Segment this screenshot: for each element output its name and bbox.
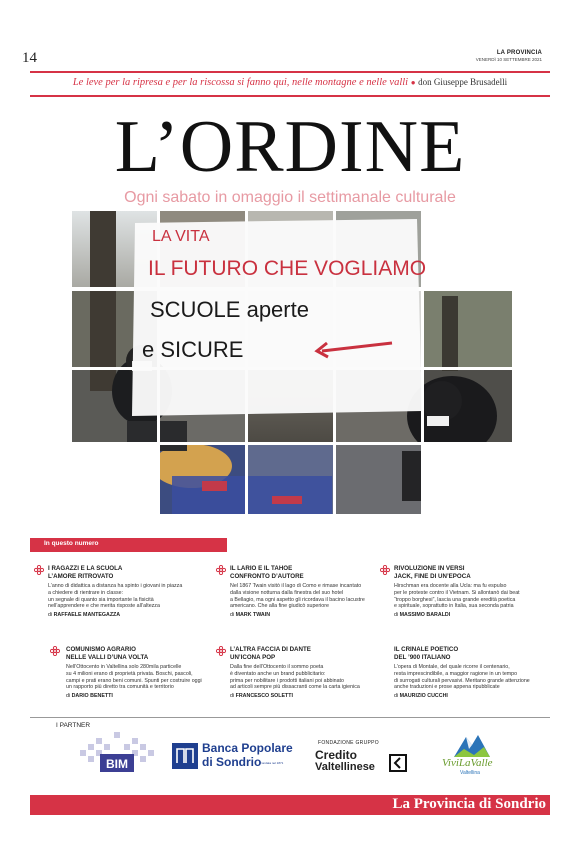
article-title-1: IL CRINALE POETICO [394, 646, 459, 653]
quote-rule [30, 95, 550, 97]
banner-line-2: IL FUTURO CHE VOGLIAMO [148, 257, 427, 280]
publication-name: LA PROVINCIA [496, 50, 542, 56]
article-author [230, 693, 380, 699]
body-line: prima per nobilitare i prodotti italiani poi abbinato [230, 677, 344, 684]
quote-text: Le leve per la ripresa e per la riscossa si fanno qui, nelle montagne e nelle valli [72, 77, 409, 88]
bps-line2: di Sondrio [202, 755, 262, 769]
article-body [48, 583, 198, 610]
author-name: FRANCESCO SOLETTI [235, 693, 293, 700]
body-line: L’opera di Montale, del quale ricorre il centenario, [394, 664, 510, 670]
article-author [48, 612, 198, 618]
article-author [394, 612, 544, 618]
bps-small: Fondata nel 1871 [260, 761, 284, 765]
partner-logo-bim[interactable] [78, 732, 156, 778]
article-title-1: I RAGAZZI E LA SCUOLA [48, 565, 123, 572]
article-body [394, 583, 544, 610]
body-line: su 4 milioni erano di proprietà privata. Boschi, pascoli, [66, 670, 193, 677]
author-name: MAURIZIO CUCCHI [399, 693, 448, 700]
body-line: “troppo borghesi”, lascia una grande eredità poetica [394, 596, 516, 603]
cover-photo [72, 211, 512, 514]
article-title-2: JACK, FINE DI UN’EPOCA [394, 573, 471, 580]
masthead-subtitle: Ogni sabato in omaggio il settimanale culturale [124, 189, 456, 206]
partner-logo-bps[interactable] [172, 741, 293, 773]
article-title-1: L’ALTRA FACCIA DI DANTE [230, 646, 311, 653]
bim-logo-icon [78, 732, 156, 778]
article-body [66, 664, 216, 691]
article-author [66, 693, 216, 699]
by-label: di [230, 612, 235, 619]
body-line: a chiedere di rientrare in classe: [48, 589, 124, 596]
body-line: e spirituale, soprattutto in Italia, sua seconda patria [394, 603, 514, 610]
body-line: Nel 1867 Twain visitò il lago di Como e rimase incantato [230, 583, 362, 589]
partners-rule [30, 717, 550, 718]
quote-line [30, 77, 550, 88]
article-title-1: IL LARIO E IL TAHOE [230, 565, 293, 572]
article-body [230, 664, 380, 691]
fgcv-top: FONDAZIONE GRUPPO [318, 740, 379, 746]
author-name: RAFFAELE MANTEGAZZA [53, 612, 121, 619]
body-line: un segnale di quanto sia importante la fisicità [48, 596, 154, 603]
flower-icon [50, 646, 60, 656]
article-5[interactable] [230, 646, 380, 699]
by-label: di [394, 612, 399, 619]
body-line: L’anno di didattica a distanza ha spinto i giovani in piazza [48, 583, 183, 589]
publication-date: VENERDÌ 10 SETTEMBRE 2021 [475, 57, 542, 62]
author-name: DARIO BENETTI [71, 693, 113, 700]
quote-dot-icon: ● [410, 78, 416, 87]
article-4[interactable] [66, 646, 216, 699]
body-line: Hirschman era docente alla Ucla: ma fu espulso [394, 583, 507, 589]
flower-icon [34, 565, 44, 575]
article-body [394, 664, 544, 691]
page-number: 14 [22, 50, 37, 66]
article-author [394, 693, 544, 699]
author-name: MARK TWAIN [235, 612, 271, 619]
fgcv-line2: Valtellinese [315, 761, 375, 773]
banner-line-4: e SICURE [142, 337, 244, 362]
by-label: di [66, 693, 71, 700]
body-line: è diventato anche un brand pubblicitario: [230, 670, 326, 677]
body-line: a Bellagio, ma ogni aspetto gli ricordava il bacino lacustre [230, 596, 365, 603]
author-name: MASSIMO BARALDI [399, 612, 451, 619]
flower-icon [216, 646, 226, 656]
article-title-2: UN’ICONA POP [230, 654, 276, 661]
top-rule [30, 71, 550, 73]
vivilavalle-text: ViviLaValle [442, 757, 493, 769]
banner-line-1: LA VITA [152, 228, 210, 245]
bps-logo-icon [172, 743, 198, 769]
flower-icon [380, 565, 390, 575]
body-line: americano. Che alla fine giudicò superiore [230, 603, 329, 610]
photo-mosaic [72, 211, 512, 514]
body-line: anche traduzioni e prose appena ripubblicate [394, 684, 500, 691]
article-1[interactable] [48, 565, 198, 618]
body-line: ad articoli sempre più dissacranti come la carta igienica [230, 684, 360, 691]
mountain-logo-icon [452, 731, 492, 759]
fgcv-line1: Credito [315, 748, 357, 762]
article-2[interactable] [230, 565, 380, 618]
footer-brand: La Provincia di Sondrio [392, 796, 546, 812]
by-label: di [48, 612, 53, 619]
body-line: nell’apprendere e che merita risposte all’altezza [48, 603, 160, 610]
article-6[interactable] [394, 646, 544, 699]
article-author [230, 612, 380, 618]
article-title-2: CONFRONTO D’AUTORE [230, 573, 304, 580]
partner-logo-vivilavalle[interactable] [438, 731, 508, 779]
by-label: di [230, 693, 235, 700]
body-line: Nell’Ottocento in Valtellina solo 280mila particelle [66, 664, 182, 670]
body-line: un rapporto più diretto tra comunità e territorio [66, 684, 174, 691]
article-title-1: RIVOLUZIONE IN VERSI [394, 565, 465, 572]
article-title-1: COMUNISMO AGRARIO [66, 646, 136, 653]
banner-line-3: SCUOLE aperte [150, 297, 309, 322]
valtellina-text: Valtellina [460, 770, 480, 776]
body-line: dalla visione notturna dalla finestra del suo hotel [230, 589, 344, 596]
article-title-2: NELLE VALLI D’UNA VOLTA [66, 654, 149, 661]
partner-logo-fgcv[interactable] [315, 740, 415, 776]
protest-banner [132, 219, 426, 416]
article-3[interactable] [394, 565, 544, 618]
body-line: Dalla fine dell’Ottocento il sommo poeta [230, 664, 324, 670]
bim-logo-text: BIM [106, 757, 128, 771]
masthead: L’ORDINE [114, 106, 466, 188]
article-title-2: L’AMORE RITROVATO [48, 573, 114, 580]
article-body [230, 583, 380, 610]
flower-icon [216, 565, 226, 575]
bps-line1: Banca Popolare [202, 741, 293, 755]
by-label: di [394, 693, 399, 700]
toc-label: In questo numero [44, 540, 99, 547]
body-line: resta imprescindibile, a maggior ragione in un tempo [394, 670, 518, 677]
body-line: campi e prati erano beni comuni. Spunti per costruire oggi [66, 677, 202, 684]
body-line: di surrogati culturali pervasivi. Meritano grande attenzione [394, 677, 530, 684]
article-title-2: DEL ’900 ITALIANO [394, 654, 451, 661]
body-line: per le proteste contro il Vietnam. Si allontanò dai beat [394, 589, 520, 596]
fgcv-logo-icon [389, 754, 407, 772]
partners-label: I PARTNER [56, 722, 91, 729]
quote-author: don Giuseppe Brusadelli [418, 77, 508, 87]
